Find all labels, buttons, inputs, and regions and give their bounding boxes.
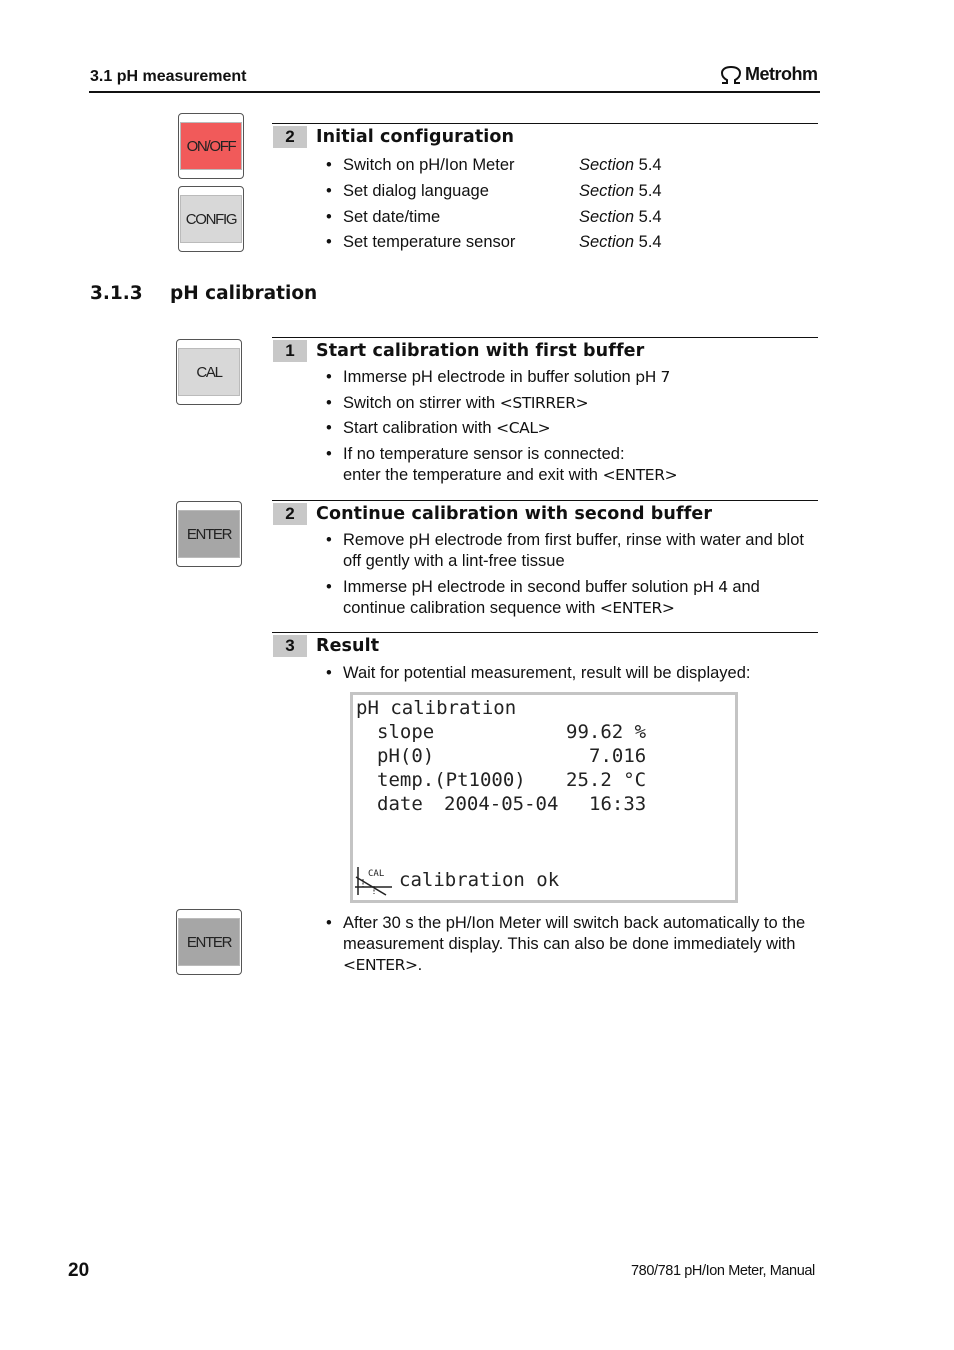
step-rule <box>272 500 818 501</box>
step2-list <box>326 530 816 619</box>
list-item: • Immerse pH electrode in second buffer solution pH 4 and continue calibration sequence with <ENTER> <box>326 577 816 619</box>
list-item: • Wait for potential measurement, result will be displayed: <box>326 663 816 684</box>
slope-label: slope <box>377 721 435 743</box>
list-item: • If no temperature sensor is connected: enter the temperature and exit with <ENTER> <box>326 444 816 486</box>
step-rule <box>272 337 818 338</box>
list-item: • Set dialog language Section 5.4 <box>326 179 816 205</box>
section-number: 3.1.3 <box>90 283 143 304</box>
step1-list <box>326 367 816 486</box>
running-header: 3.1 pH measurement <box>90 68 247 85</box>
step-number: 2 <box>273 126 307 148</box>
list-item: • After 30 s the pH/Ion Meter will switch back automatically to the measurement display. This can also be done immediately with <ENTER>. <box>326 913 816 976</box>
calibration-curve-icon <box>354 865 396 897</box>
step-number: 3 <box>273 635 307 657</box>
list-item: • Remove pH electrode from first buffer, rinse with water and blot off gently with a lint-free tissue <box>326 530 816 572</box>
section-heading <box>90 283 317 304</box>
step-title: Continue calibration with second buffer <box>316 504 713 524</box>
initial-config-list <box>326 153 816 256</box>
brand-name: Metrohm <box>745 64 818 84</box>
status-text: calibration ok <box>399 869 560 891</box>
temp-value: 25.2 °C <box>566 769 647 791</box>
brand-logo <box>720 64 818 85</box>
cal-key-label: CAL <box>196 363 222 381</box>
list-item: • Switch on stirrer with <STIRRER> <box>326 393 816 414</box>
manual-title: 780/781 pH/Ion Meter, Manual <box>631 1263 815 1279</box>
list-item: • Immerse pH electrode in buffer solution pH 7 <box>326 367 816 388</box>
list-item: • Switch on pH/Ion Meter Section 5.4 <box>326 153 816 179</box>
date-value: 2004-05-04 <box>444 793 559 815</box>
cal-icon-label: CAL <box>368 869 385 879</box>
step3-list <box>326 663 816 684</box>
step-title: Start calibration with first buffer <box>316 341 645 361</box>
cal-key[interactable] <box>176 339 242 405</box>
config-key[interactable] <box>178 186 244 252</box>
ph0-value: 7.016 <box>589 745 647 767</box>
section-title: pH calibration <box>170 283 318 304</box>
date-label: date <box>377 793 423 815</box>
step-title: Result <box>316 636 380 656</box>
enter-key[interactable] <box>176 501 242 567</box>
slope-value: 99.62 % <box>566 721 647 743</box>
page-number: 20 <box>68 1260 90 1281</box>
step-rule <box>272 123 818 124</box>
step-number: 2 <box>273 503 307 525</box>
enter-key-2[interactable] <box>176 909 242 975</box>
list-item: • Start calibration with <CAL> <box>326 418 816 439</box>
config-key-label: CONFIG <box>185 210 237 228</box>
temp-label: temp.(Pt1000) <box>377 769 526 791</box>
time-value: 16:33 <box>589 793 647 815</box>
list-item: • Set temperature sensor Section 5.4 <box>326 230 816 256</box>
enter-key-label: ENTER <box>186 525 232 543</box>
step-title: Initial configuration <box>316 127 515 147</box>
header-rule <box>89 91 820 93</box>
on-off-key-label: ON/OFF <box>186 137 236 155</box>
omega-icon <box>720 66 742 84</box>
display-title: pH calibration <box>356 697 517 719</box>
lcd-display <box>350 692 738 903</box>
on-off-key[interactable] <box>178 113 244 179</box>
enter-key-2-label: ENTER <box>186 933 232 951</box>
step-rule <box>272 632 818 633</box>
step-number: 1 <box>273 340 307 362</box>
after-list <box>326 913 816 976</box>
ph0-label: pH(0) <box>377 745 435 767</box>
list-item: • Set date/time Section 5.4 <box>326 205 816 231</box>
